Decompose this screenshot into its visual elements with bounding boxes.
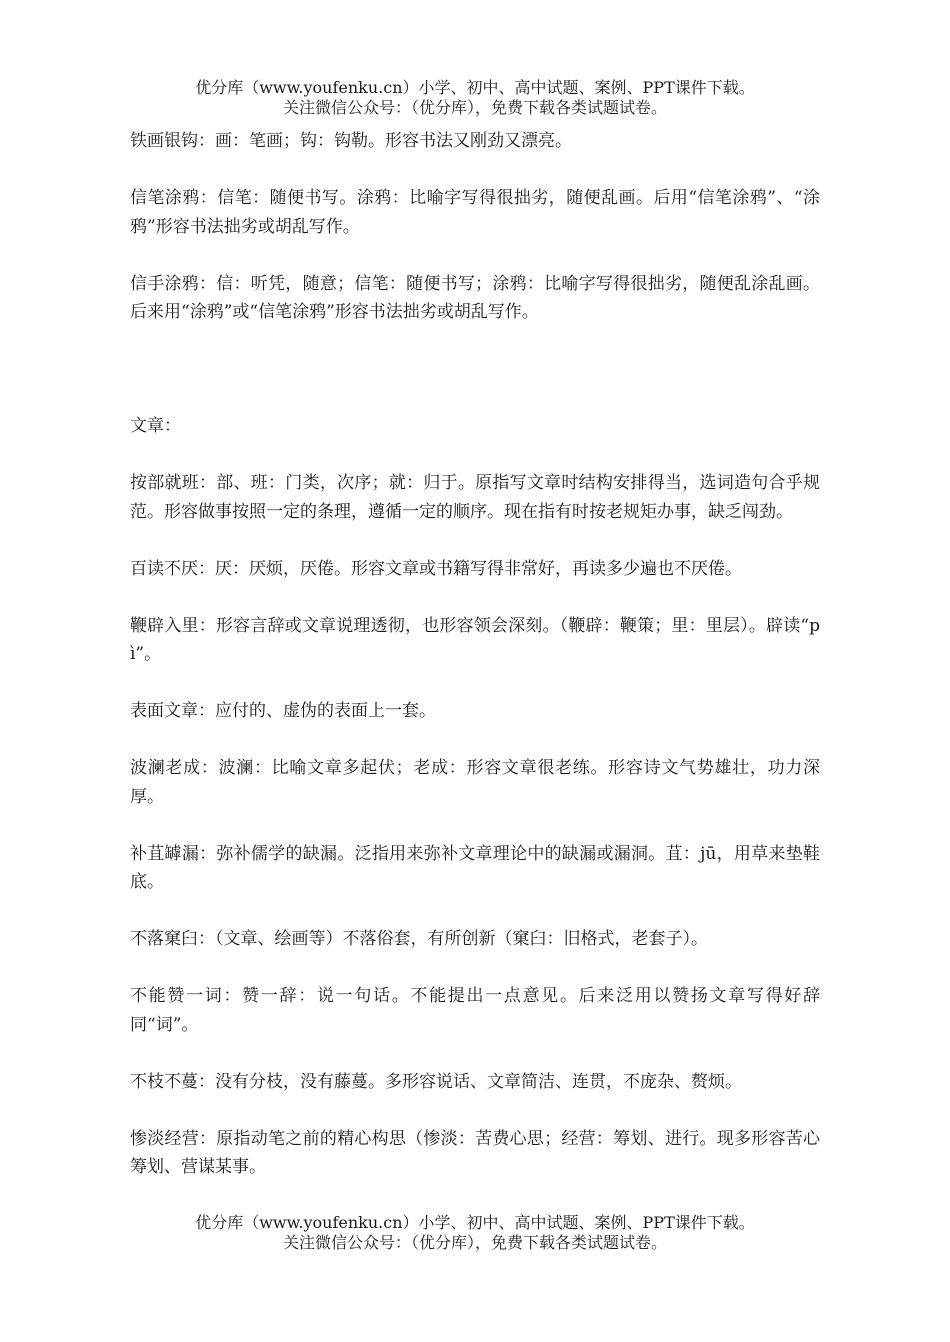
entry-bianpi-ruli: 鞭辟入里：形容言辞或文章说理透彻，也形容领会深刻。（鞭辟：鞭策；里：里层）。辟读“pì”。 — [130, 615, 820, 664]
page-header — [0, 78, 950, 118]
page-footer — [0, 1213, 950, 1253]
entry-candan-jingying: 惨淡经营：原指动笔之前的精心构思（惨淡：苦费心思；经营：筹划、进行。现多形容苦心筹划、营谋某事。 — [130, 1128, 820, 1177]
entry-tiehua-yingou: 铁画银钩：画：笔画；钩：钩勒。形容书法又刚劲又漂亮。 — [130, 131, 572, 151]
paragraph-spacer — [130, 1039, 820, 1068]
paragraph-spacer — [130, 1096, 820, 1125]
entry-buneng-zanyici: 不能赞一词：赞一辞：说一句话。不能提出一点意见。后来泛用以赞扬文章写得好辞同“词”。 — [130, 986, 820, 1035]
entry-bolan-laocheng: 波澜老成：波澜：比喻文章多起伏；老成：形容文章很老练。形容诗文气势雄壮，功力深厚。 — [130, 758, 820, 807]
entry-buluo-kejiu: 不落窠臼：（文章、绘画等）不落俗套，有所创新（窠臼：旧格式，老套子）。 — [130, 929, 708, 949]
paragraph-spacer — [130, 156, 820, 185]
paragraph-spacer — [130, 726, 820, 755]
footer-line-2: 关注微信公众号：（优分库），免费下载各类试题试卷。 — [282, 1233, 667, 1252]
paragraph-spacer — [130, 954, 820, 983]
paragraph-spacer — [130, 241, 820, 270]
paragraph-spacer — [130, 441, 820, 470]
document-body — [130, 127, 820, 1182]
paragraph-spacer — [130, 526, 820, 555]
entry-anbu-jiuban: 按部就班：部、班：门类，次序；就：归于。原指写文章时结构安排得当，选词造句合乎规范。形容做事按照一定的条理，遵循一定的顺序。现在指有时按老规矩办事，缺乏闯劲。 — [130, 473, 820, 522]
entry-buzhi-buman: 不枝不蔓：没有分枝，没有藤蔓。多形容说话、文章简洁、连贯，不庞杂、赘烦。 — [130, 1071, 742, 1092]
header-line-2: 关注微信公众号：（优分库），免费下载各类试题试卷。 — [282, 98, 667, 117]
entry-biaomian-wenzhang: 表面文章：应付的、虚伪的表面上一套。 — [130, 701, 436, 721]
paragraph-spacer — [130, 583, 820, 612]
footer-line-1: 优分库（www.youfenku.cn）小学、初中、高中试题、案例、PPT课件下载。 — [195, 1213, 755, 1232]
entry-baidu-buyan: 百读不厌：厌：厌烦，厌倦。形容文章或书籍写得非常好，再读多少遍也不厌倦。 — [130, 558, 742, 579]
section-spacer — [130, 327, 820, 413]
paragraph-spacer — [130, 897, 820, 926]
entry-xinbi-tuya: 信笔涂鸦：信笔：随便书写。涂鸦：比喻字写得很拙劣，随便乱画。后用“信笔涂鸦”、“涂鸦”形容书法拙劣或胡乱写作。 — [130, 188, 820, 237]
header-line-1: 优分库（www.youfenku.cn）小学、初中、高中试题、案例、PPT课件下载。 — [195, 78, 755, 97]
entry-xinshou-tuya: 信手涂鸦：信：听凭，随意；信笔：随便书写；涂鸦：比喻字写得很拙劣，随便乱涂乱画。后来用“涂鸦”或“信笔涂鸦”形容书法拙劣或胡乱写作。 — [130, 273, 820, 322]
paragraph-spacer — [130, 669, 820, 698]
entry-buju-xialou: 补苴罅漏：弥补儒学的缺漏。泛指用来弥补文章理论中的缺漏或漏洞。苴：jū，用草来垫鞋底。 — [130, 843, 820, 892]
section-heading-wenzhang: 文章： — [130, 416, 181, 436]
paragraph-spacer — [130, 811, 820, 840]
